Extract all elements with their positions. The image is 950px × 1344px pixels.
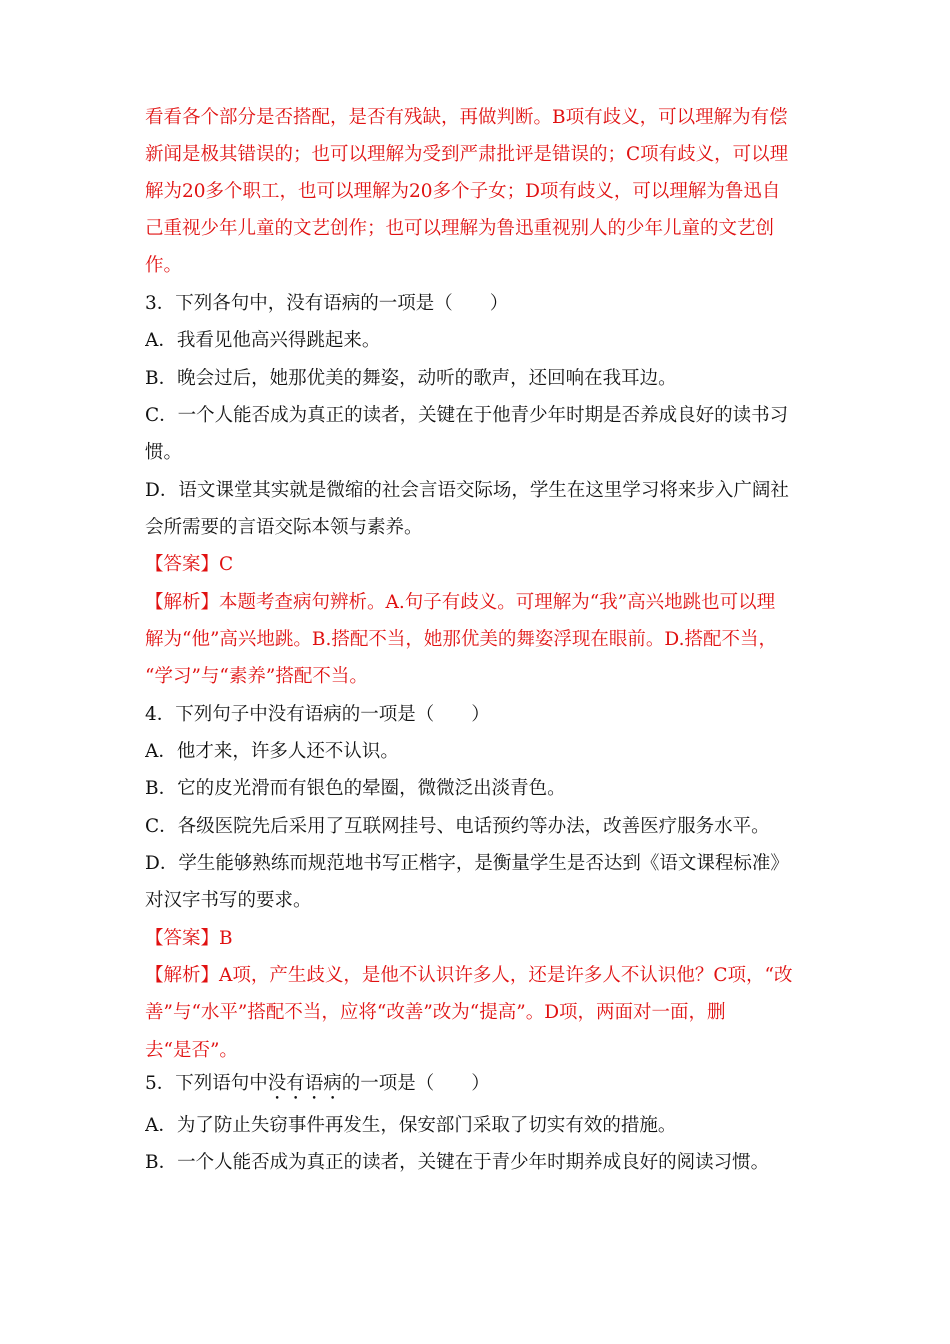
question-4-analysis-cont: 善”与“水平”搭配不当，应将“改善”改为“提高”。D项，两面对一面，删 (145, 1002, 726, 1023)
question-4-option-b: B．它的皮光滑而有银色的晕圈，微微泛出淡青色。 (145, 778, 566, 799)
answer-label: 【答案】 (145, 554, 220, 575)
answer-value: C (219, 554, 234, 575)
question-3-option-c: C．一个人能否成为真正的读者，关键在于他青少年时期是否养成良好的读书习 (145, 405, 789, 426)
question-3-stem: 3．下列各句中，没有语病的一项是（ ） (145, 293, 509, 314)
question-3-analysis-cont: “学习”与“素养”搭配不当。 (145, 666, 368, 687)
prev-explanation-line: 解为20多个职工，也可以理解为20多个子女；D项有歧义，可以理解为鲁迅自 (145, 181, 781, 202)
prev-explanation-line: 看看各个部分是否搭配，是否有残缺，再做判断。B项有歧义，可以理解为有偿 (145, 107, 788, 128)
question-4-analysis-cont: 去“是否”。 (145, 1040, 238, 1061)
question-4-stem: 4．下列句子中没有语病的一项是（ ） (145, 704, 490, 725)
question-3-answer (145, 553, 815, 577)
question-3-option-b: B．晚会过后，她那优美的舞姿，动听的歌声，还回响在我耳边。 (145, 368, 677, 389)
answer-value: B (219, 928, 233, 949)
analysis-label: 【解析】 (145, 965, 220, 986)
question-5-option-a: A．为了防止失窃事件再发生，保安部门采取了切实有效的措施。 (145, 1115, 677, 1136)
question-4-option-a: A．他才来，许多人还不认识。 (145, 741, 399, 762)
question-3-option-d: D．语文课堂其实就是微缩的社会言语交际场，学生在这里学习将来步入广阔社 (145, 480, 789, 501)
question-3-option-c-cont: 惯。 (145, 442, 183, 463)
question-5-option-b: B．一个人能否成为真正的读者，关键在于青少年时期养成良好的阅读习惯。 (145, 1152, 770, 1173)
question-4-analysis (145, 964, 815, 988)
emphasized-phrase: 没有语病 (267, 1073, 342, 1094)
question-4-option-d: D．学生能够熟练而规范地书写正楷字，是衡量学生是否达到《语文课程标准》 (145, 853, 789, 874)
question-3-option-d-cont: 会所需要的言语交际本领与素养。 (145, 517, 423, 538)
analysis-text: 本题考查病句辨析。A.句子有歧义。可理解为“我”高兴地跳也可以理 (219, 592, 776, 613)
question-3-option-a: A．我看见他高兴得跳起来。 (145, 330, 381, 351)
stem-suffix: 的一项是（ ） (341, 1073, 490, 1094)
question-3-analysis (145, 591, 815, 615)
question-5-stem (145, 1070, 815, 1104)
question-4-answer (145, 927, 815, 951)
prev-explanation-line: 作。 (145, 255, 183, 276)
analysis-label: 【解析】 (145, 592, 220, 613)
question-4-option-c: C．各级医院先后采用了互联网挂号、电话预约等办法，改善医疗服务水平。 (145, 816, 770, 837)
answer-label: 【答案】 (145, 928, 220, 949)
question-4-option-d-cont: 对汉字书写的要求。 (145, 890, 312, 911)
prev-explanation-line: 新闻是极其错误的；也可以理解为受到严肃批评是错误的；C项有歧义，可以理 (145, 144, 789, 165)
analysis-text: A项，产生歧义，是他不认识许多人，还是许多人不认识他？C项，“改 (219, 965, 793, 986)
prev-explanation-line: 己重视少年儿童的文艺创作；也可以理解为鲁迅重视别人的少年儿童的文艺创 (145, 218, 775, 239)
stem-prefix: 5．下列语句中 (145, 1073, 268, 1094)
question-3-analysis-cont: 解为“他”高兴地跳。B.搭配不当，她那优美的舞姿浮现在眼前。D.搭配不当， (145, 629, 777, 650)
